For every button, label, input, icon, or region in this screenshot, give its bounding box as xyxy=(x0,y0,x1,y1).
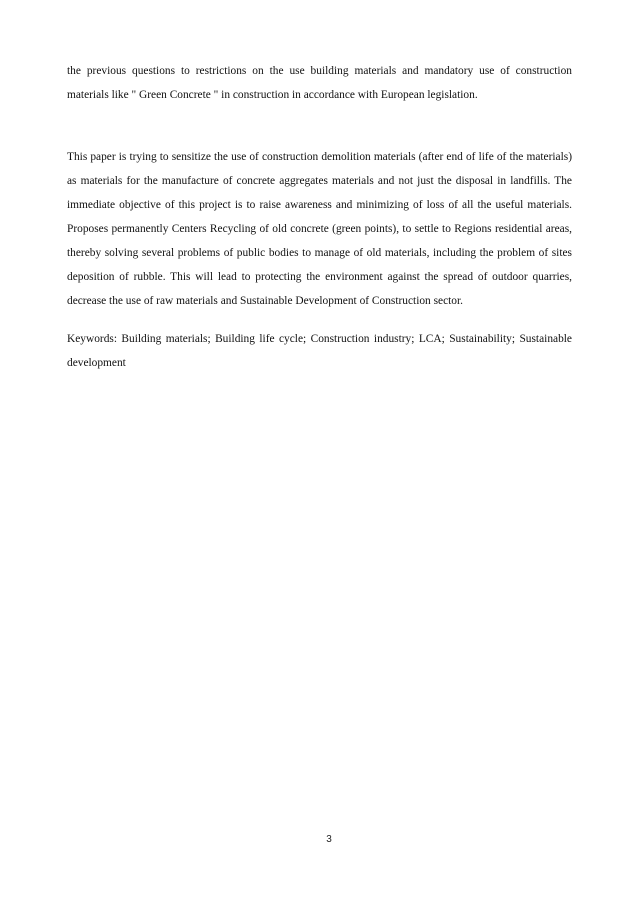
page-number: 3 xyxy=(326,834,332,845)
objective-paragraph: This paper is trying to sensitize the use of construction demolition materials (after end of life of the materials) as materials for the manufacture of concrete aggregates materials and not just the disposal in landfills. The immediate objective of this project is to raise awareness and minimizing of loss of all the useful materials. Proposes permanently Centers Recycling of old concrete (green points), to settle to Regions residential areas, thereby solving several problems of public bodies to manage of old materials, including the problem of sites deposition of rubble. This will lead to protecting the environment against the spread of outdoor quarries, decrease the use of raw materials and Sustainable Development of Construction sector. xyxy=(67,151,572,307)
keywords-paragraph: Keywords: Building materials; Building life cycle; Construction industry; LCA; Sustainability; Sustainable development xyxy=(67,333,572,369)
intro-continuation-paragraph: the previous questions to restrictions on the use building materials and mandatory use of construction materials like " Green Concrete " in construction in accordance with European legislation. xyxy=(67,65,572,101)
